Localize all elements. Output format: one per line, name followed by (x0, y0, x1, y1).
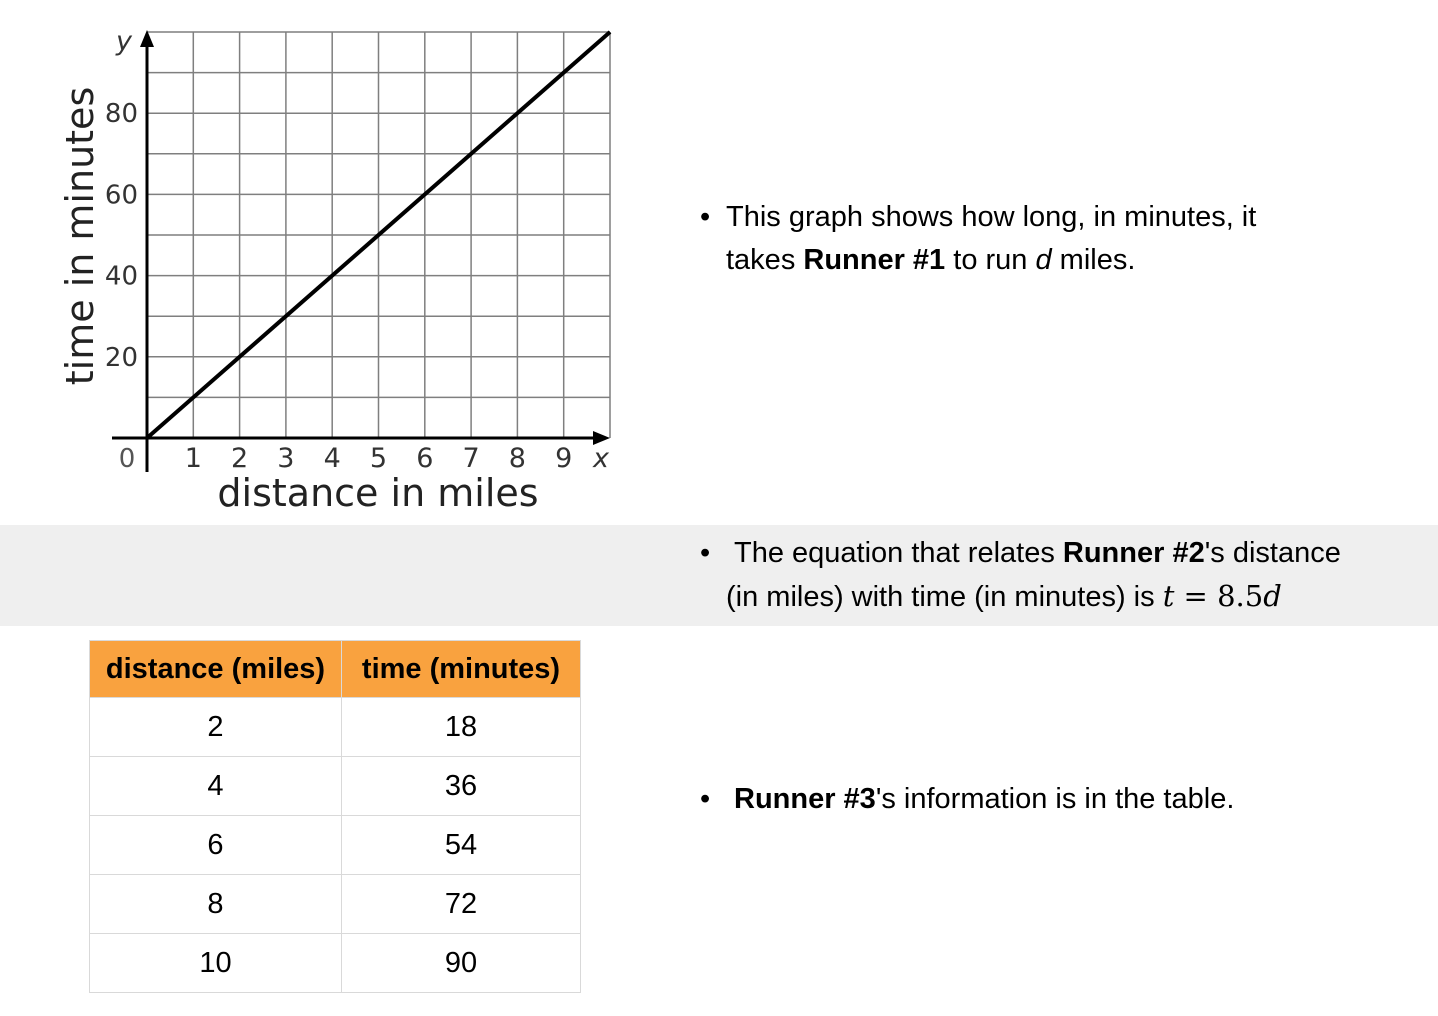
y-tick-label: 40 (104, 261, 138, 292)
y-axis-letter: y (116, 26, 132, 57)
origin-label: 0 (118, 444, 136, 474)
table-row (90, 934, 581, 993)
x-tick-label: 2 (231, 443, 249, 474)
x-tick-label: 8 (508, 443, 526, 474)
header-time: time (minutes) (342, 641, 581, 698)
variable-d: d (1035, 244, 1052, 276)
x-tick-label: 3 (277, 443, 295, 474)
x-axis-letter: x (593, 443, 609, 474)
runner1-graph (0, 0, 640, 520)
bullet-dot: • (700, 201, 711, 233)
x-tick-label: 4 (323, 443, 341, 474)
runner3-table (89, 640, 581, 993)
runner2-name: Runner #2 (1062, 537, 1205, 569)
y-tick-label: 20 (104, 342, 138, 373)
cell-time: 72 (342, 875, 581, 934)
bullet-dot: • (700, 537, 711, 569)
cell-distance: 10 (90, 934, 342, 993)
table-row (90, 816, 581, 875)
runner1-name: Runner #1 (803, 244, 946, 276)
runner1-line2: takes Runner #1 to run d miles. (726, 244, 1136, 276)
header-distance: distance (miles) (90, 641, 342, 698)
runner2-line1: The equation that relates Runner #2's distance (734, 537, 1341, 569)
cell-time: 36 (342, 757, 581, 816)
x-tick-label: 1 (184, 443, 202, 474)
cell-distance: 2 (90, 698, 342, 757)
x-tick-label: 9 (555, 443, 573, 474)
cell-time: 54 (342, 816, 581, 875)
cell-distance: 8 (90, 875, 342, 934)
runner3-name: Runner #3 (734, 783, 876, 815)
equation: t = 8.5d (1162, 579, 1282, 613)
cell-time: 18 (342, 698, 581, 757)
runner2-line2: (in miles) with time (in minutes) is t = 8.5d (726, 579, 1282, 613)
runner1-line1: This graph shows how long, in minutes, it (726, 201, 1257, 233)
y-tick-label: 60 (104, 180, 138, 211)
y-tick-label: 80 (104, 99, 138, 130)
x-tick-label: 6 (416, 443, 434, 474)
bullet-dot: • (700, 783, 711, 815)
table-row (90, 757, 581, 816)
cell-distance: 6 (90, 816, 342, 875)
table-header-row (90, 641, 581, 698)
x-tick-label: 5 (369, 443, 388, 474)
x-tick-label: 7 (462, 443, 480, 474)
x-axis-title: distance in miles (217, 471, 539, 515)
y-axis-title: time in minutes (58, 86, 102, 386)
cell-distance: 4 (90, 757, 342, 816)
table-row (90, 875, 581, 934)
cell-time: 90 (342, 934, 581, 993)
table-row (90, 698, 581, 757)
